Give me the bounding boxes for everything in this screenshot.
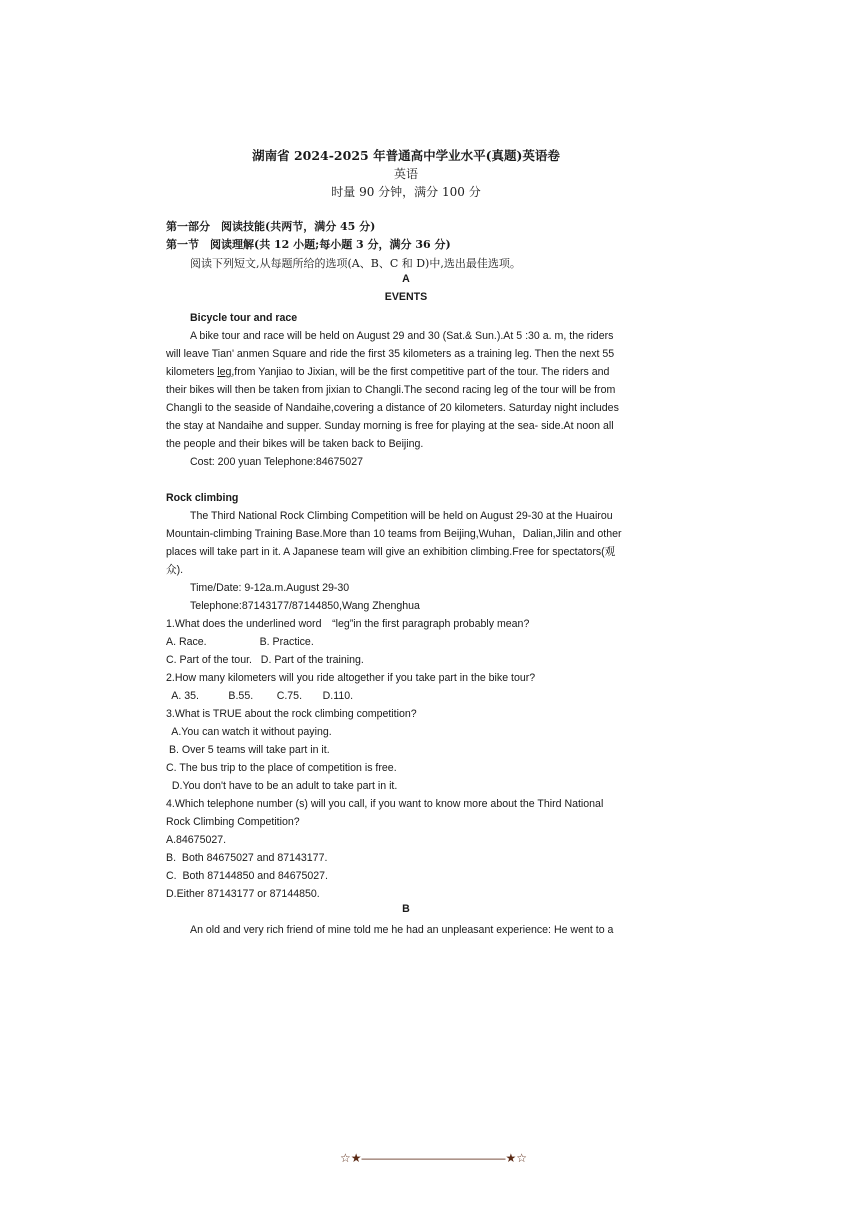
- bike-cost: Cost: 200 yuan Telephone:84675027: [190, 456, 363, 468]
- exam-time-score: 时量 90 分钟，满分 100 分: [331, 185, 481, 199]
- instruction-text: 阅读下列短文,从每题所给的选项(A、B、C 和 D)中,选出最佳选项。: [190, 257, 521, 270]
- q4-option-c: C. Both 87144850 and 84675027.: [166, 870, 328, 882]
- q4-option-a: A.84675027.: [166, 834, 227, 846]
- q3-option-a: A.You can watch it without paying.: [166, 726, 332, 738]
- rock-line-3: places will take part in it. A Japanese team will give an exhibition climbing.Free for spectators(观: [166, 546, 616, 558]
- exam-subject: 英语: [393, 167, 418, 181]
- exam-title: 湖南省 2024-2025 年普通高中学业水平(真题)英语卷: [252, 148, 560, 163]
- rock-heading: Rock climbing: [166, 492, 239, 504]
- rock-line-2: Mountain-climbing Training Base.More than 10 teams from Beijing,Wuhan，Dalian,Jilin and other: [166, 528, 622, 540]
- question-3: 3.What is TRUE about the rock climbing competition?: [166, 708, 417, 720]
- q4-option-b: B. Both 84675027 and 87143177.: [166, 852, 328, 864]
- bike-line-2: will leave Tian' anmen Square and ride the first 35 kilometers as a training leg. Then the next 55: [166, 348, 615, 360]
- question-4-cont: Rock Climbing Competition?: [166, 816, 300, 828]
- q4-option-d: D.Either 87143177 or 87144850.: [166, 888, 320, 900]
- footer-ornament: ☆★————————————★☆: [339, 1151, 528, 1165]
- bike-line-6: the stay at Nandaihe and supper. Sunday morning is free for playing at the sea- side.At noon all: [166, 420, 614, 432]
- part-heading: 第一部分 阅读技能(共两节，满分 45 分): [166, 220, 376, 233]
- passage-a-label: A: [402, 273, 410, 285]
- q3-option-b: B. Over 5 teams will take part in it.: [166, 744, 330, 756]
- underlined-word-leg: leg: [217, 366, 232, 378]
- bike-line-3-start: kilometers: [166, 366, 218, 378]
- q1-options-cd: C. Part of the tour. D. Part of the training.: [166, 654, 364, 666]
- q1-options-ab: A. Race. B. Practice.: [166, 636, 314, 648]
- events-heading: EVENTS: [384, 291, 428, 303]
- rock-line-1: The Third National Rock Climbing Competition will be held on August 29-30 at the Huairou: [190, 510, 613, 522]
- bike-line-3-end: ,from Yanjiao to Jixian, will be the first competitive part of the tour. The riders and: [231, 366, 610, 378]
- passage-b-label: B: [402, 903, 410, 915]
- question-4: 4.Which telephone number (s) will you call, if you want to know more about the Third National: [166, 798, 604, 810]
- q3-option-d: D.You don't have to be an adult to take part in it.: [166, 780, 398, 792]
- bike-line-7: the people and their bikes will be taken back to Beijing.: [166, 438, 424, 450]
- bike-line-5: Changli to the seaside of Nandaihe,covering a distance of 20 kilometers. Saturday night includes: [166, 402, 619, 414]
- q2-options: A. 35. B.55. C.75. D.110.: [166, 690, 354, 702]
- bike-heading: Bicycle tour and race: [190, 312, 298, 324]
- rock-time: Time/Date: 9-12a.m.August 29-30: [190, 582, 350, 594]
- question-1: 1.What does the underlined word “leg”in the first paragraph probably mean?: [166, 618, 530, 630]
- question-2: 2.How many kilometers will you ride altogether if you take part in the bike tour?: [166, 672, 536, 684]
- q3-option-c: C. The bus trip to the place of competition is free.: [166, 762, 397, 774]
- bike-line-4: their bikes will then be taken from jixian to Changli.The second racing leg of the tour will be from: [166, 384, 616, 396]
- bike-line-1: A bike tour and race will be held on August 29 and 30 (Sat.& Sun.).At 5 :30 a. m, the riders: [190, 330, 614, 342]
- bike-line-3: [166, 363, 609, 381]
- passage-b-line-1: An old and very rich friend of mine told me he had an unpleasant experience: He went to a: [190, 924, 614, 936]
- section-heading: 第一节 阅读理解(共 12 小题;每小题 3 分，满分 36 分): [166, 238, 451, 251]
- rock-telephone: Telephone:87143177/87144850,Wang Zhenghua: [190, 600, 420, 612]
- rock-line-4: 众).: [166, 564, 184, 576]
